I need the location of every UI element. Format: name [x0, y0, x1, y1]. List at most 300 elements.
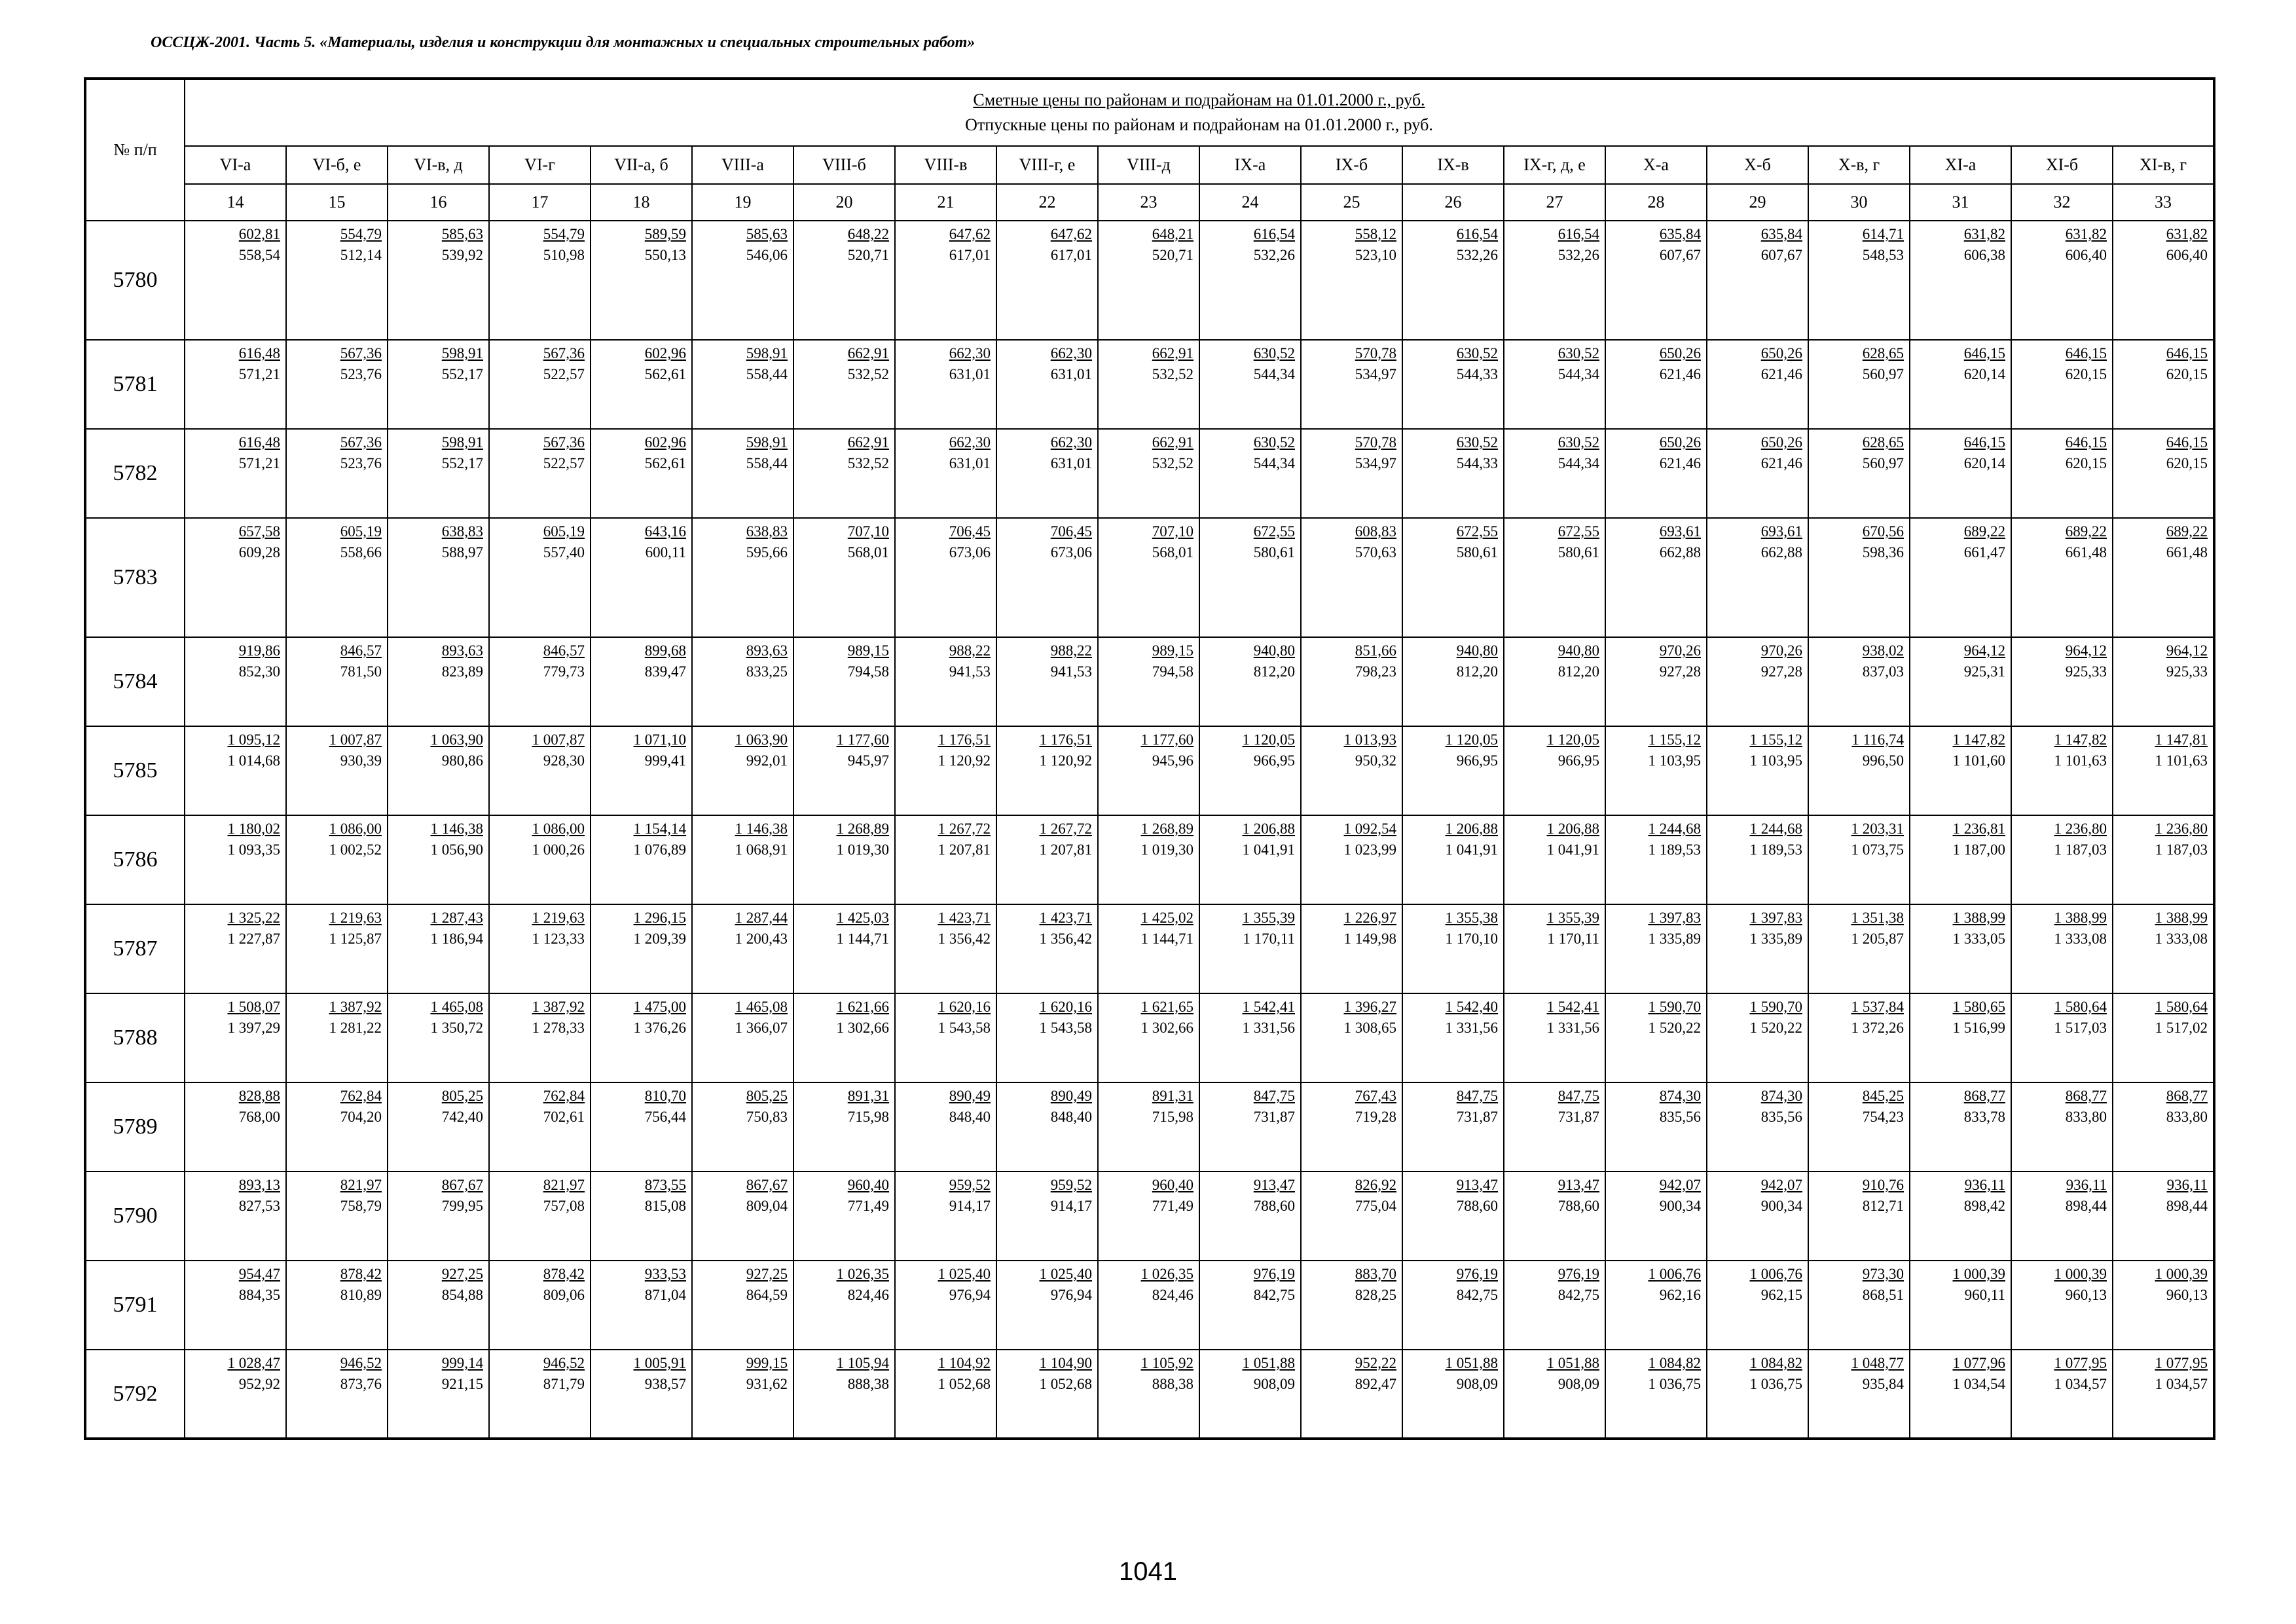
column-number: 18 — [591, 184, 692, 221]
estimate-price: 598,91 — [746, 434, 788, 451]
estimate-price: 614,71 — [1862, 226, 1904, 242]
release-price: 600,11 — [645, 544, 686, 561]
estimate-price: 846,57 — [543, 642, 585, 659]
release-price: 1 520,22 — [1749, 1020, 1802, 1036]
estimate-price: 657,58 — [238, 523, 280, 540]
district-header: VII-а, б — [591, 146, 692, 184]
release-price: 837,03 — [1862, 663, 1904, 680]
price-cell — [1199, 1172, 1301, 1261]
price-table — [84, 77, 2215, 1440]
estimate-price: 1 005,91 — [633, 1355, 686, 1371]
release-price: 620,15 — [2065, 366, 2107, 382]
price-cell — [2011, 1082, 2113, 1172]
price-cell — [2011, 340, 2113, 429]
release-price: 617,01 — [1050, 247, 1092, 263]
estimate-price: 1 155,12 — [1648, 731, 1701, 748]
release-price: 884,35 — [238, 1287, 280, 1303]
release-price: 1 187,00 — [1952, 841, 2005, 858]
release-price: 522,57 — [543, 366, 585, 382]
estimate-price: 662,91 — [847, 434, 889, 451]
estimate-price: 672,55 — [1456, 523, 1498, 540]
release-price: 1 372,26 — [1851, 1020, 1904, 1036]
estimate-price: 1 176,51 — [938, 731, 991, 748]
release-price: 1 120,92 — [938, 752, 991, 769]
estimate-price: 1 006,76 — [1648, 1266, 1701, 1282]
price-cell — [1301, 1082, 1402, 1172]
estimate-price: 638,83 — [441, 523, 483, 540]
price-cell — [1402, 221, 1504, 340]
release-price: 908,09 — [1456, 1376, 1498, 1392]
release-price: 606,40 — [2166, 247, 2208, 263]
table-row — [85, 340, 2214, 429]
release-price: 1 101,60 — [1952, 752, 2005, 769]
release-price: 620,15 — [2166, 366, 2208, 382]
price-cell — [996, 904, 1098, 993]
price-cell — [1605, 904, 1707, 993]
price-cell — [388, 340, 489, 429]
estimate-price: 616,54 — [1253, 226, 1295, 242]
release-price: 607,67 — [1659, 247, 1701, 263]
release-price: 771,49 — [1152, 1198, 1194, 1214]
release-price: 950,32 — [1355, 752, 1396, 769]
release-price: 960,11 — [1964, 1287, 2005, 1303]
release-price: 788,60 — [1558, 1198, 1599, 1214]
price-cell — [2113, 904, 2214, 993]
district-header: XI-в, г — [2113, 146, 2214, 184]
price-cell — [692, 1172, 793, 1261]
row-number: 5789 — [85, 1082, 185, 1172]
release-price: 532,26 — [1558, 247, 1599, 263]
release-price: 1 101,63 — [2155, 752, 2208, 769]
price-cell — [388, 1082, 489, 1172]
estimate-price: 1 396,27 — [1343, 999, 1396, 1015]
price-cell — [1098, 340, 1199, 429]
estimate-price: 1 180,02 — [227, 821, 280, 837]
table-row — [85, 726, 2214, 815]
release-price: 731,87 — [1456, 1109, 1498, 1125]
release-price: 1 331,56 — [1445, 1020, 1498, 1036]
price-cell — [793, 993, 895, 1082]
release-price: 662,88 — [1659, 544, 1701, 561]
estimate-price: 805,25 — [441, 1088, 483, 1104]
estimate-price: 567,36 — [340, 434, 382, 451]
estimate-price: 940,80 — [1558, 642, 1599, 659]
release-price: 548,53 — [1862, 247, 1904, 263]
estimate-price: 891,31 — [847, 1088, 889, 1104]
column-number: 19 — [692, 184, 793, 221]
release-price: 941,53 — [949, 663, 991, 680]
release-price: 742,40 — [441, 1109, 483, 1125]
release-price: 719,28 — [1355, 1109, 1396, 1125]
release-price: 620,15 — [2166, 455, 2208, 471]
estimate-price: 570,78 — [1355, 345, 1396, 361]
estimate-price: 1 287,44 — [735, 910, 788, 926]
estimate-price: 913,47 — [1253, 1177, 1295, 1193]
release-price: 788,60 — [1253, 1198, 1295, 1214]
price-cell — [1910, 1350, 2011, 1439]
district-header: VI-в, д — [388, 146, 489, 184]
estimate-price: 689,22 — [1963, 523, 2005, 540]
release-price: 532,52 — [847, 455, 889, 471]
price-cell — [793, 518, 895, 637]
estimate-price: 847,75 — [1253, 1088, 1295, 1104]
release-price: 1 023,99 — [1343, 841, 1396, 858]
release-price: 580,61 — [1558, 544, 1599, 561]
price-cell — [996, 1082, 1098, 1172]
price-cell — [1098, 221, 1199, 340]
release-price: 921,15 — [441, 1376, 483, 1392]
price-cell — [996, 993, 1098, 1082]
release-price: 704,20 — [340, 1109, 382, 1125]
estimate-price: 1 105,92 — [1140, 1355, 1194, 1371]
price-cell — [895, 904, 996, 993]
price-cell — [2011, 815, 2113, 904]
estimate-price: 976,19 — [1558, 1266, 1599, 1282]
estimate-price: 648,21 — [1152, 226, 1194, 242]
release-price: 1 517,03 — [2054, 1020, 2107, 1036]
release-price: 828,25 — [1355, 1287, 1396, 1303]
release-price: 550,13 — [644, 247, 686, 263]
price-cell — [895, 1350, 996, 1439]
price-cell — [185, 340, 286, 429]
table-row — [85, 1172, 2214, 1261]
estimate-price: 1 028,47 — [227, 1355, 280, 1371]
price-cell — [1199, 1350, 1301, 1439]
estimate-price: 867,67 — [746, 1177, 788, 1193]
release-price: 523,76 — [340, 455, 382, 471]
price-cell — [1605, 518, 1707, 637]
release-price: 609,28 — [238, 544, 280, 561]
release-price: 900,34 — [1659, 1198, 1701, 1214]
row-number: 5780 — [85, 221, 185, 340]
price-cell — [692, 637, 793, 726]
price-cell — [1910, 993, 2011, 1082]
release-price: 571,21 — [238, 455, 280, 471]
price-cell — [1707, 429, 1808, 518]
release-price: 992,01 — [746, 752, 788, 769]
price-cell — [388, 904, 489, 993]
estimate-price: 970,26 — [1659, 642, 1701, 659]
estimate-price: 706,45 — [949, 523, 991, 540]
district-header: X-а — [1605, 146, 1707, 184]
price-cell — [286, 340, 388, 429]
price-cell — [692, 993, 793, 1082]
estimate-price: 1 077,96 — [1952, 1355, 2005, 1371]
row-number: 5790 — [85, 1172, 185, 1261]
estimate-price: 1 244,68 — [1749, 821, 1802, 837]
price-cell — [2113, 221, 2214, 340]
release-price: 1 041,91 — [1546, 841, 1599, 858]
release-price: 1 187,03 — [2054, 841, 2107, 858]
estimate-price: 821,97 — [543, 1177, 585, 1193]
price-cell — [185, 1082, 286, 1172]
estimate-price: 960,40 — [1152, 1177, 1194, 1193]
estimate-price: 1 025,40 — [938, 1266, 991, 1282]
release-price: 617,01 — [949, 247, 991, 263]
estimate-price: 873,55 — [644, 1177, 686, 1193]
release-price: 532,26 — [1456, 247, 1498, 263]
release-price: 868,51 — [1862, 1287, 1904, 1303]
price-cell — [793, 815, 895, 904]
release-price: 544,34 — [1253, 455, 1295, 471]
price-cell — [895, 518, 996, 637]
estimate-price: 988,22 — [949, 642, 991, 659]
price-cell — [1402, 1350, 1504, 1439]
estimate-price: 936,11 — [2066, 1177, 2107, 1193]
price-cell — [793, 221, 895, 340]
release-price: 930,39 — [340, 752, 382, 769]
release-price: 552,17 — [441, 455, 483, 471]
table-row — [85, 221, 2214, 340]
release-price: 1 125,87 — [329, 931, 382, 947]
price-cell — [1301, 726, 1402, 815]
price-cell — [489, 1261, 591, 1350]
price-cell — [793, 637, 895, 726]
estimate-price: 1 537,84 — [1851, 999, 1904, 1015]
price-cell — [1098, 1350, 1199, 1439]
price-cell — [1199, 1082, 1301, 1172]
release-price: 756,44 — [644, 1109, 686, 1125]
release-price: 1 333,05 — [1952, 931, 2005, 947]
release-price: 1 076,89 — [633, 841, 686, 858]
price-cell — [1808, 993, 1910, 1082]
estimate-price: 1 580,64 — [2155, 999, 2208, 1015]
release-price: 621,46 — [1659, 455, 1701, 471]
price-cell — [1301, 340, 1402, 429]
price-cell — [286, 637, 388, 726]
price-cell — [1402, 726, 1504, 815]
price-cell — [1707, 340, 1808, 429]
price-cell — [489, 904, 591, 993]
release-price: 539,92 — [441, 247, 483, 263]
estimate-price: 1 120,05 — [1242, 731, 1295, 748]
estimate-price: 598,91 — [746, 345, 788, 361]
release-price: 1 052,68 — [1039, 1376, 1092, 1392]
release-price: 534,97 — [1355, 455, 1396, 471]
price-cell — [591, 1350, 692, 1439]
column-number: 29 — [1707, 184, 1808, 221]
estimate-price: 608,83 — [1355, 523, 1396, 540]
estimate-price: 638,83 — [746, 523, 788, 540]
release-price: 1 019,30 — [836, 841, 889, 858]
price-cell — [286, 1350, 388, 1439]
release-price: 999,41 — [644, 752, 686, 769]
estimate-price: 662,30 — [1050, 434, 1092, 451]
estimate-price: 1 580,64 — [2054, 999, 2107, 1015]
price-cell — [996, 637, 1098, 726]
price-cell — [692, 1082, 793, 1172]
price-cell — [1808, 815, 1910, 904]
district-header: IX-в — [1402, 146, 1504, 184]
release-price: 1 278,33 — [532, 1020, 585, 1036]
column-number: 26 — [1402, 184, 1504, 221]
price-cell — [1605, 1261, 1707, 1350]
estimate-price: 1 620,16 — [1039, 999, 1092, 1015]
district-header: IX-а — [1199, 146, 1301, 184]
estimate-price: 999,15 — [746, 1355, 788, 1371]
estimate-price: 1 425,02 — [1140, 910, 1194, 926]
span-line-1: Сметные цены по районам и подрайонам на 01.01.2000 г., руб. — [973, 90, 1425, 109]
estimate-price: 1 177,60 — [836, 731, 889, 748]
release-price: 779,73 — [543, 663, 585, 680]
estimate-price: 707,10 — [1152, 523, 1194, 540]
release-price: 852,30 — [238, 663, 280, 680]
price-cell — [489, 221, 591, 340]
price-cell — [286, 904, 388, 993]
release-price: 1 120,92 — [1039, 752, 1092, 769]
release-price: 935,84 — [1862, 1376, 1904, 1392]
estimate-price: 1 007,87 — [532, 731, 585, 748]
estimate-price: 605,19 — [340, 523, 382, 540]
release-price: 606,40 — [2065, 247, 2107, 263]
district-header: VIII-г, е — [996, 146, 1098, 184]
column-number: 24 — [1199, 184, 1301, 221]
estimate-price: 646,15 — [1963, 345, 2005, 361]
price-cell — [185, 221, 286, 340]
price-cell — [692, 429, 793, 518]
release-price: 824,46 — [847, 1287, 889, 1303]
price-cell — [286, 221, 388, 340]
price-cell — [895, 1261, 996, 1350]
column-number: 15 — [286, 184, 388, 221]
price-cell — [388, 221, 489, 340]
release-price: 620,15 — [2065, 455, 2107, 471]
price-cell — [1707, 518, 1808, 637]
price-cell — [1301, 429, 1402, 518]
estimate-price: 959,52 — [1050, 1177, 1092, 1193]
estimate-price: 1 267,72 — [938, 821, 991, 837]
release-price: 757,08 — [543, 1198, 585, 1214]
estimate-price: 662,91 — [847, 345, 889, 361]
estimate-price: 1 219,63 — [532, 910, 585, 926]
estimate-price: 964,12 — [2166, 642, 2208, 659]
price-cell — [1910, 221, 2011, 340]
release-price: 560,97 — [1862, 455, 1904, 471]
estimate-price: 936,11 — [2166, 1177, 2208, 1193]
price-cell — [1301, 637, 1402, 726]
estimate-price: 883,70 — [1355, 1266, 1396, 1282]
estimate-price: 628,65 — [1862, 434, 1904, 451]
release-price: 1 187,03 — [2155, 841, 2208, 858]
price-cell — [1808, 1172, 1910, 1261]
release-price: 631,01 — [949, 366, 991, 382]
estimate-price: 989,15 — [1152, 642, 1194, 659]
estimate-price: 1 475,00 — [633, 999, 686, 1015]
price-cell — [286, 993, 388, 1082]
release-price: 833,25 — [746, 663, 788, 680]
release-price: 661,48 — [2065, 544, 2107, 561]
estimate-price: 942,07 — [1760, 1177, 1802, 1193]
release-price: 1 331,56 — [1546, 1020, 1599, 1036]
row-number: 5788 — [85, 993, 185, 1082]
estimate-price: 954,47 — [238, 1266, 280, 1282]
estimate-price: 913,47 — [1558, 1177, 1599, 1193]
estimate-price: 670,56 — [1862, 523, 1904, 540]
district-header: VI-а — [185, 146, 286, 184]
estimate-price: 933,53 — [644, 1266, 686, 1282]
release-price: 1 189,53 — [1749, 841, 1802, 858]
estimate-price: 828,88 — [238, 1088, 280, 1104]
estimate-price: 1 155,12 — [1749, 731, 1802, 748]
release-price: 771,49 — [847, 1198, 889, 1214]
release-price: 1 302,66 — [1140, 1020, 1194, 1036]
estimate-price: 878,42 — [340, 1266, 382, 1282]
estimate-price: 1 086,00 — [329, 821, 382, 837]
estimate-price: 762,84 — [543, 1088, 585, 1104]
estimate-price: 631,82 — [2166, 226, 2208, 242]
table-row — [85, 637, 2214, 726]
estimate-price: 973,30 — [1862, 1266, 1904, 1282]
column-number: 14 — [185, 184, 286, 221]
estimate-price: 631,82 — [2065, 226, 2107, 242]
release-price: 938,57 — [644, 1376, 686, 1392]
release-price: 1 019,30 — [1140, 841, 1194, 858]
estimate-price: 826,92 — [1355, 1177, 1396, 1193]
estimate-price: 1 621,66 — [836, 999, 889, 1015]
release-price: 900,34 — [1760, 1198, 1802, 1214]
estimate-price: 643,16 — [644, 523, 686, 540]
row-number: 5785 — [85, 726, 185, 815]
release-price: 848,40 — [1050, 1109, 1092, 1125]
release-price: 631,01 — [1050, 366, 1092, 382]
release-price: 673,06 — [949, 544, 991, 561]
release-price: 560,97 — [1862, 366, 1904, 382]
estimate-price: 936,11 — [1964, 1177, 2005, 1193]
price-cell — [1098, 1261, 1199, 1350]
release-price: 976,94 — [949, 1287, 991, 1303]
estimate-price: 960,40 — [847, 1177, 889, 1193]
price-cell — [1199, 518, 1301, 637]
release-price: 715,98 — [847, 1109, 889, 1125]
price-cell — [1199, 1261, 1301, 1350]
release-price: 898,44 — [2166, 1198, 2208, 1214]
estimate-price: 1 268,89 — [1140, 821, 1194, 837]
price-cell — [1301, 993, 1402, 1082]
table-row — [85, 429, 2214, 518]
span-line-2: Отпускные цены по районам и подрайонам на 01.01.2000 г., руб. — [965, 115, 1433, 134]
release-price: 925,31 — [1963, 663, 2005, 680]
estimate-price: 1 423,71 — [938, 910, 991, 926]
estimate-price: 1 095,12 — [227, 731, 280, 748]
release-price: 823,89 — [441, 663, 483, 680]
estimate-price: 616,54 — [1456, 226, 1498, 242]
release-price: 810,89 — [340, 1287, 382, 1303]
estimate-price: 630,52 — [1558, 345, 1599, 361]
price-cell — [1504, 1172, 1605, 1261]
estimate-price: 1 590,70 — [1749, 999, 1802, 1015]
estimate-price: 1 465,08 — [735, 999, 788, 1015]
price-cell — [388, 815, 489, 904]
release-price: 558,44 — [746, 455, 788, 471]
estimate-price: 1 351,38 — [1851, 910, 1904, 926]
estimate-price: 878,42 — [543, 1266, 585, 1282]
estimate-price: 1 219,63 — [329, 910, 382, 926]
num-header: № п/п — [85, 79, 185, 221]
release-price: 1 397,29 — [227, 1020, 280, 1036]
price-cell — [1605, 637, 1707, 726]
release-price: 1 144,71 — [1140, 931, 1194, 947]
price-cell — [793, 429, 895, 518]
column-number: 23 — [1098, 184, 1199, 221]
release-price: 758,79 — [340, 1198, 382, 1214]
release-price: 809,04 — [746, 1198, 788, 1214]
release-price: 1 041,91 — [1242, 841, 1295, 858]
price-cell — [1910, 429, 2011, 518]
price-cell — [1707, 815, 1808, 904]
release-price: 588,97 — [441, 544, 483, 561]
estimate-price: 868,77 — [1963, 1088, 2005, 1104]
release-price: 898,44 — [2065, 1198, 2107, 1214]
